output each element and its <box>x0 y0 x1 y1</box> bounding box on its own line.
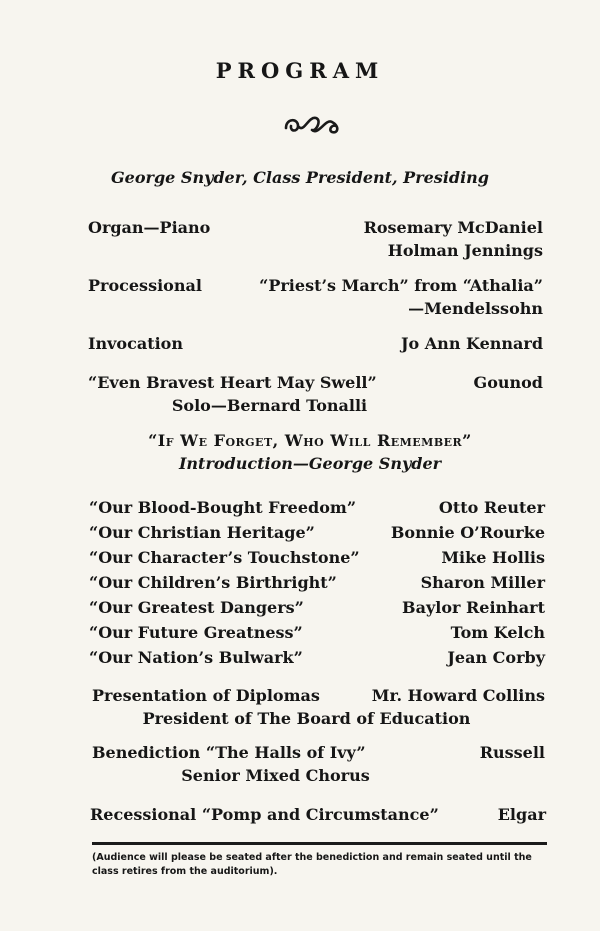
list-item <box>89 620 545 645</box>
speech-title: “Our Future Greatness” <box>89 623 303 642</box>
speech-title: “Our Character’s Touchstone” <box>89 548 360 567</box>
presiding-line: George Snyder, Class President, Presiding <box>111 168 489 187</box>
solo-composer: Gounod <box>473 373 543 392</box>
speech-speaker: Otto Reuter <box>438 498 545 517</box>
organ-name-1: Rosemary McDaniel <box>363 218 543 237</box>
invocation-name: Jo Ann Kennard <box>400 334 543 353</box>
diplomas-role: President of The Board of Education <box>142 709 471 728</box>
speeches-list <box>89 495 545 670</box>
speech-speaker: Bonnie O’Rourke <box>390 523 545 542</box>
processional-section <box>88 274 543 320</box>
diplomas-section <box>92 684 545 730</box>
list-item <box>89 495 545 520</box>
benediction-label: Benediction “The Halls of Ivy” <box>92 743 366 762</box>
speech-title: “Our Blood-Bought Freedom” <box>89 498 357 517</box>
list-item <box>89 545 545 570</box>
organ-name-2: Holman Jennings <box>387 241 543 260</box>
speech-title: “Our Nation’s Bulwark” <box>89 648 303 667</box>
speech-speaker: Sharon Miller <box>420 573 545 592</box>
organ-section <box>88 216 543 262</box>
organ-label: Organ—Piano <box>88 218 211 237</box>
speech-title: “Our Greatest Dangers” <box>89 598 304 617</box>
theme-intro: Introduction—George Snyder <box>178 454 442 473</box>
page-title: PROGRAM <box>215 58 385 83</box>
recessional-section <box>90 803 546 826</box>
recessional-composer: Elgar <box>497 805 546 824</box>
list-item <box>89 570 545 595</box>
list-item <box>89 520 545 545</box>
diplomas-name: Mr. Howard Collins <box>371 686 545 705</box>
speech-title: “Our Children’s Birthright” <box>89 573 337 592</box>
solo-section <box>88 371 543 417</box>
ornament-icon <box>282 112 346 138</box>
invocation-label: Invocation <box>88 334 183 353</box>
diplomas-label: Presentation of Diplomas <box>92 686 320 705</box>
benediction-composer: Russell <box>479 743 545 762</box>
speech-speaker: Jean Corby <box>447 648 545 667</box>
invocation-section <box>88 332 543 355</box>
recessional-label: Recessional “Pomp and Circumstance” <box>90 805 439 824</box>
list-item <box>89 595 545 620</box>
speech-speaker: Tom Kelch <box>450 623 545 642</box>
audience-note: (Audience will please be seated after the benediction and remain seated until the class retires from the auditorium). <box>92 852 532 877</box>
theme-title: “If We Forget, Who Will Remember” <box>148 431 472 450</box>
benediction-section <box>92 741 545 787</box>
speech-speaker: Baylor Reinhart <box>402 598 545 617</box>
processional-piece: “Priest’s March” from “Athalia” <box>259 276 543 295</box>
divider <box>92 842 547 845</box>
speech-title: “Our Christian Heritage” <box>89 523 315 542</box>
processional-composer: —Mendelssohn <box>408 299 543 318</box>
processional-label: Processional <box>88 276 202 295</box>
solo-performer: Solo—Bernard Tonalli <box>171 396 368 415</box>
theme-section <box>60 429 560 475</box>
solo-label: “Even Bravest Heart May Swell” <box>88 373 377 392</box>
benediction-performers: Senior Mixed Chorus <box>181 766 370 785</box>
list-item <box>89 645 545 670</box>
speech-speaker: Mike Hollis <box>441 548 545 567</box>
